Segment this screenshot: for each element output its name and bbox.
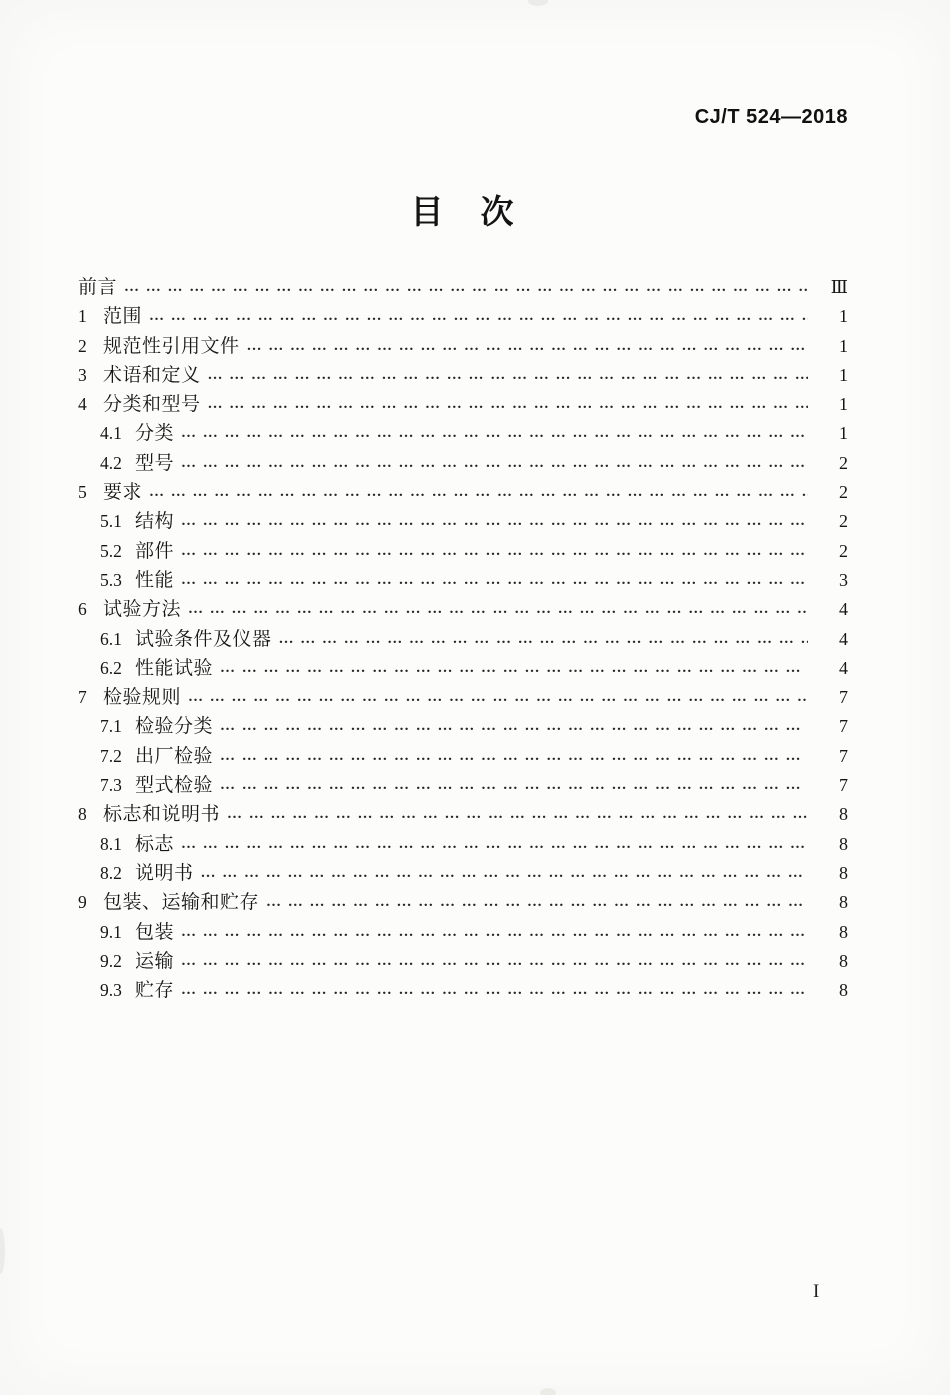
toc-entry-label: 说明书 xyxy=(135,862,194,884)
toc-entry-page: 2 xyxy=(839,482,848,503)
toc-dot-leader xyxy=(149,478,808,507)
toc-dot-leader xyxy=(181,976,808,1005)
toc-entry-number: 4.1 xyxy=(100,423,122,444)
toc-entry-label: 型号 xyxy=(135,452,175,474)
toc-entry-label: 前言 xyxy=(78,277,118,298)
toc-dot-leader xyxy=(181,830,808,859)
toc-entry xyxy=(78,712,848,741)
page-title-char-2: 次 xyxy=(480,193,514,230)
toc-entry-number: 9.3 xyxy=(100,980,122,1001)
toc-entry xyxy=(78,302,848,331)
toc-entry xyxy=(78,390,848,419)
toc-dot-leader xyxy=(181,566,808,595)
toc-entry-page: 8 xyxy=(839,833,848,854)
toc-entry xyxy=(78,449,848,478)
toc-entry xyxy=(78,595,848,624)
toc-entry xyxy=(78,273,848,302)
toc-dot-leader xyxy=(279,625,808,654)
toc-entry xyxy=(78,361,848,390)
toc-dot-leader xyxy=(220,712,808,741)
toc-entry xyxy=(78,332,848,361)
toc-dot-leader xyxy=(188,683,808,712)
toc-dot-leader xyxy=(181,947,808,976)
toc-entry-number: 1 xyxy=(78,306,87,327)
toc-entry-number: 9 xyxy=(78,892,87,913)
toc-dot-leader xyxy=(188,595,808,624)
toc-entry-label: 性能试验 xyxy=(135,657,214,679)
toc-entry-page: 8 xyxy=(839,804,848,825)
toc-entry-label: 检验规则 xyxy=(103,687,182,709)
toc-entry-page: Ⅲ xyxy=(830,277,848,297)
toc-entry-page: 1 xyxy=(839,335,848,356)
scan-artifact xyxy=(540,1388,556,1395)
toc-entry-number: 7.1 xyxy=(100,716,122,737)
toc-entry-label: 规范性引用文件 xyxy=(103,335,240,357)
toc-entry-page: 8 xyxy=(839,921,848,942)
toc-dot-leader xyxy=(181,449,808,478)
toc-entry-label: 标志 xyxy=(135,833,175,855)
toc-entry-number: 8.2 xyxy=(100,862,122,883)
toc-entry-number: 5.1 xyxy=(100,511,122,532)
toc-dot-leader xyxy=(247,332,808,361)
toc-entry-page: 1 xyxy=(839,364,848,385)
toc-dot-leader xyxy=(266,888,808,917)
toc-dot-leader xyxy=(181,918,808,947)
toc-dot-leader xyxy=(181,507,808,536)
toc-dot-leader xyxy=(124,273,808,302)
toc-dot-leader xyxy=(181,537,808,566)
toc-entry-label: 范围 xyxy=(103,306,143,328)
toc-entry-page: 1 xyxy=(839,394,848,415)
toc-entry-label: 术语和定义 xyxy=(103,364,201,386)
toc-entry xyxy=(78,419,848,448)
toc-entry xyxy=(78,800,848,829)
toc-entry xyxy=(78,683,848,712)
toc-entry-label: 标志和说明书 xyxy=(103,804,221,826)
toc-entry xyxy=(78,947,848,976)
toc-entry xyxy=(78,537,848,566)
toc-entry xyxy=(78,566,848,595)
toc-entry-page: 4 xyxy=(839,628,848,649)
toc-entry-page: 2 xyxy=(839,452,848,473)
toc-entry-number: 7 xyxy=(78,687,87,708)
toc-entry-label: 包装、运输和贮存 xyxy=(103,892,260,914)
toc-entry xyxy=(78,976,848,1005)
toc-entry-number: 3 xyxy=(78,364,87,385)
footer-page-number: I xyxy=(813,1281,820,1302)
standard-number: CJ/T 524—2018 xyxy=(694,106,848,128)
toc-entry-label: 部件 xyxy=(135,540,175,562)
toc-entry-label: 要求 xyxy=(103,482,143,504)
toc-entry xyxy=(78,888,848,917)
toc-entry-page: 1 xyxy=(839,423,848,444)
table-of-contents xyxy=(78,273,848,1005)
toc-entry-label: 出厂检验 xyxy=(135,745,214,767)
toc-entry-number: 5.3 xyxy=(100,569,122,590)
toc-entry-page: 2 xyxy=(839,511,848,532)
toc-entry-label: 型式检验 xyxy=(135,775,214,797)
toc-entry-label: 试验条件及仪器 xyxy=(135,628,272,650)
toc-entry-label: 分类 xyxy=(135,423,175,445)
toc-dot-leader xyxy=(208,390,808,419)
toc-dot-leader xyxy=(220,742,808,771)
toc-dot-leader xyxy=(181,419,808,448)
toc-entry-page: 8 xyxy=(839,892,848,913)
page-title xyxy=(0,186,937,233)
toc-entry-number: 4 xyxy=(78,394,87,415)
toc-entry-page: 2 xyxy=(839,540,848,561)
toc-dot-leader xyxy=(227,800,808,829)
toc-entry-label: 结构 xyxy=(135,511,175,533)
toc-entry-page: 8 xyxy=(839,862,848,883)
toc-entry-page: 8 xyxy=(839,980,848,1001)
toc-entry-page: 7 xyxy=(839,687,848,708)
toc-entry xyxy=(78,625,848,654)
toc-entry-number: 6 xyxy=(78,599,87,620)
toc-entry-label: 性能 xyxy=(135,569,175,591)
toc-entry-number: 6.2 xyxy=(100,657,122,678)
toc-entry-page: 8 xyxy=(839,950,848,971)
toc-entry-page: 4 xyxy=(839,657,848,678)
toc-entry-label: 检验分类 xyxy=(135,716,214,738)
toc-entry-page: 7 xyxy=(839,745,848,766)
toc-entry-number: 9.2 xyxy=(100,950,122,971)
scan-artifact xyxy=(0,1228,5,1274)
toc-entry-page: 3 xyxy=(839,569,848,590)
toc-entry-page: 1 xyxy=(839,306,848,327)
toc-entry xyxy=(78,859,848,888)
toc-entry-number: 7.2 xyxy=(100,745,122,766)
toc-entry xyxy=(78,918,848,947)
toc-entry-label: 试验方法 xyxy=(103,599,182,621)
toc-entry-page: 7 xyxy=(839,716,848,737)
toc-dot-leader xyxy=(220,771,808,800)
toc-entry xyxy=(78,478,848,507)
toc-entry-page: 4 xyxy=(839,599,848,620)
toc-dot-leader xyxy=(149,302,808,331)
toc-entry-label: 运输 xyxy=(135,950,175,972)
toc-entry-number: 7.3 xyxy=(100,775,122,796)
toc-dot-leader xyxy=(220,654,808,683)
toc-entry-number: 6.1 xyxy=(100,628,122,649)
toc-entry xyxy=(78,830,848,859)
toc-entry-number: 5 xyxy=(78,482,87,503)
toc-dot-leader xyxy=(208,361,808,390)
toc-entry-number: 4.2 xyxy=(100,452,122,473)
toc-dot-leader xyxy=(201,859,808,888)
toc-entry-number: 9.1 xyxy=(100,921,122,942)
toc-entry-label: 包装 xyxy=(135,921,175,943)
scan-artifact xyxy=(528,0,548,6)
toc-entry xyxy=(78,654,848,683)
toc-entry-number: 8.1 xyxy=(100,833,122,854)
toc-entry-page: 7 xyxy=(839,775,848,796)
toc-entry xyxy=(78,771,848,800)
toc-entry xyxy=(78,507,848,536)
toc-entry-number: 5.2 xyxy=(100,540,122,561)
toc-entry-label: 贮存 xyxy=(135,980,175,1002)
toc-entry-number: 8 xyxy=(78,804,87,825)
toc-entry-number: 2 xyxy=(78,335,87,356)
toc-entry-label: 分类和型号 xyxy=(103,394,201,416)
page-title-char-1: 目 xyxy=(410,193,444,230)
toc-entry xyxy=(78,742,848,771)
